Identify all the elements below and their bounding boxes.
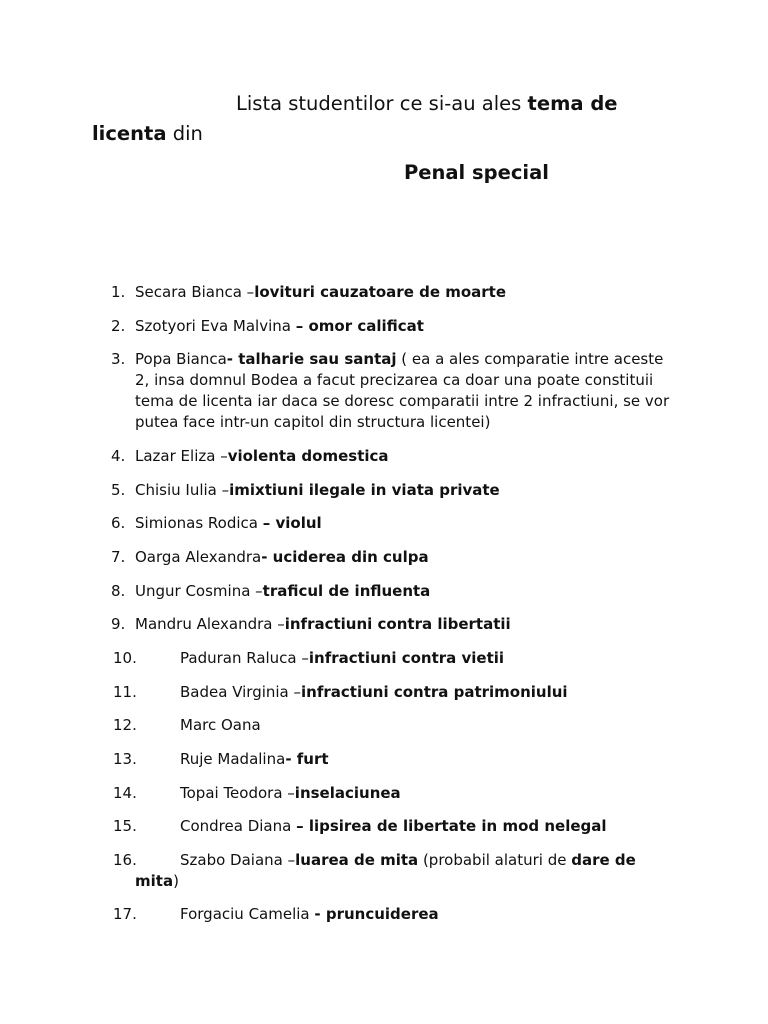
- item-number: 15.: [113, 817, 137, 835]
- student-name: Secara Bianca –: [135, 283, 255, 301]
- item-text: [135, 816, 680, 837]
- title-line-1: [236, 92, 618, 115]
- thesis-topic: imixtiuni ilegale in viata private: [229, 481, 500, 499]
- item-note-bold: dare de mita: [135, 851, 636, 890]
- thesis-topic: - pruncuiderea: [314, 905, 439, 923]
- student-name: Condrea Diana: [180, 817, 297, 835]
- thesis-topic: infractiuni contra vietii: [308, 649, 505, 667]
- student-name: Szabo Daiana –: [180, 851, 296, 869]
- item-text: [135, 282, 680, 303]
- item-text: [135, 446, 680, 467]
- item-number: 3.: [111, 350, 126, 368]
- student-name: Oarga Alexandra: [135, 548, 262, 566]
- student-name: Paduran Raluca –: [180, 649, 309, 667]
- item-number: 6.: [111, 514, 126, 532]
- thesis-topic: lovituri cauzatoare de moarte: [254, 283, 507, 301]
- thesis-topic: - uciderea din culpa: [261, 548, 429, 566]
- item-number: 10.: [113, 649, 137, 667]
- student-name: Forgaciu Camelia: [180, 905, 315, 923]
- student-name: Lazar Eliza –: [135, 447, 228, 465]
- thesis-topic: violenta domestica: [227, 447, 389, 465]
- student-name: Topai Teodora –: [180, 784, 295, 802]
- item-number: 17.: [113, 905, 137, 923]
- item-number: 11.: [113, 683, 137, 701]
- item-number: 5.: [111, 481, 126, 499]
- student-name: Badea Virginia –: [180, 683, 302, 701]
- title-text-2: din: [166, 122, 203, 145]
- student-name: Ungur Cosmina –: [135, 582, 263, 600]
- title-bold-text: tema de: [527, 92, 618, 115]
- student-name: Popa Bianca: [135, 350, 227, 368]
- item-number: 4.: [111, 447, 126, 465]
- item-text: [135, 850, 680, 892]
- item-note: ( ea a ales comparatie intre aceste 2, insa domnul Bodea a facut precizarea ca doar una poate constituii tema de licenta iar daca se doresc comparatii intre 2 infractiuni, se vor putea face intr-un capitol din structura licentei): [135, 350, 670, 431]
- item-number: 14.: [113, 784, 137, 802]
- item-number: 9.: [111, 615, 126, 633]
- thesis-topic: infractiuni contra libertatii: [284, 615, 511, 633]
- title-bold-text-2: licenta: [92, 122, 167, 145]
- page-subtitle: Penal special: [404, 161, 549, 184]
- thesis-topic: – violul: [262, 514, 322, 532]
- thesis-topic: luarea de mita: [295, 851, 419, 869]
- item-text: [135, 783, 680, 804]
- item-text: [135, 614, 680, 635]
- thesis-topic: inselaciunea: [294, 784, 401, 802]
- student-name: Ruje Madalina: [180, 750, 286, 768]
- item-text: [135, 513, 680, 534]
- item-text: [135, 749, 680, 770]
- item-text: [135, 715, 680, 736]
- item-text: [135, 581, 680, 602]
- title-text: Lista studentilor ce si-au ales: [236, 92, 528, 115]
- thesis-topic: - talharie sau santaj: [226, 350, 397, 368]
- item-note: (probabil alaturi de: [418, 851, 572, 869]
- student-name: Mandru Alexandra –: [135, 615, 285, 633]
- student-name: Simionas Rodica: [135, 514, 263, 532]
- item-number: 13.: [113, 750, 137, 768]
- item-text: [135, 316, 680, 337]
- thesis-topic: – omor calificat: [295, 317, 424, 335]
- item-text: [135, 904, 680, 925]
- title-line-2: [92, 122, 203, 145]
- item-number: 12.: [113, 716, 137, 734]
- student-name: Chisiu Iulia –: [135, 481, 230, 499]
- thesis-topic: - furt: [285, 750, 329, 768]
- item-note-end: ): [173, 872, 179, 890]
- item-number: 2.: [111, 317, 126, 335]
- thesis-topic: traficul de influenta: [262, 582, 431, 600]
- thesis-topic: infractiuni contra patrimoniului: [301, 683, 568, 701]
- item-text: [135, 648, 680, 669]
- item-number: 1.: [111, 283, 126, 301]
- item-text: [135, 480, 680, 501]
- item-number: 8.: [111, 582, 126, 600]
- item-text: [135, 547, 680, 568]
- item-text: [135, 682, 680, 703]
- item-text: [135, 349, 680, 433]
- student-name: Marc Oana: [180, 716, 261, 734]
- item-number: 7.: [111, 548, 126, 566]
- item-number: 16.: [113, 851, 137, 869]
- student-name: Szotyori Eva Malvina: [135, 317, 296, 335]
- thesis-topic: – lipsirea de libertate in mod nelegal: [296, 817, 607, 835]
